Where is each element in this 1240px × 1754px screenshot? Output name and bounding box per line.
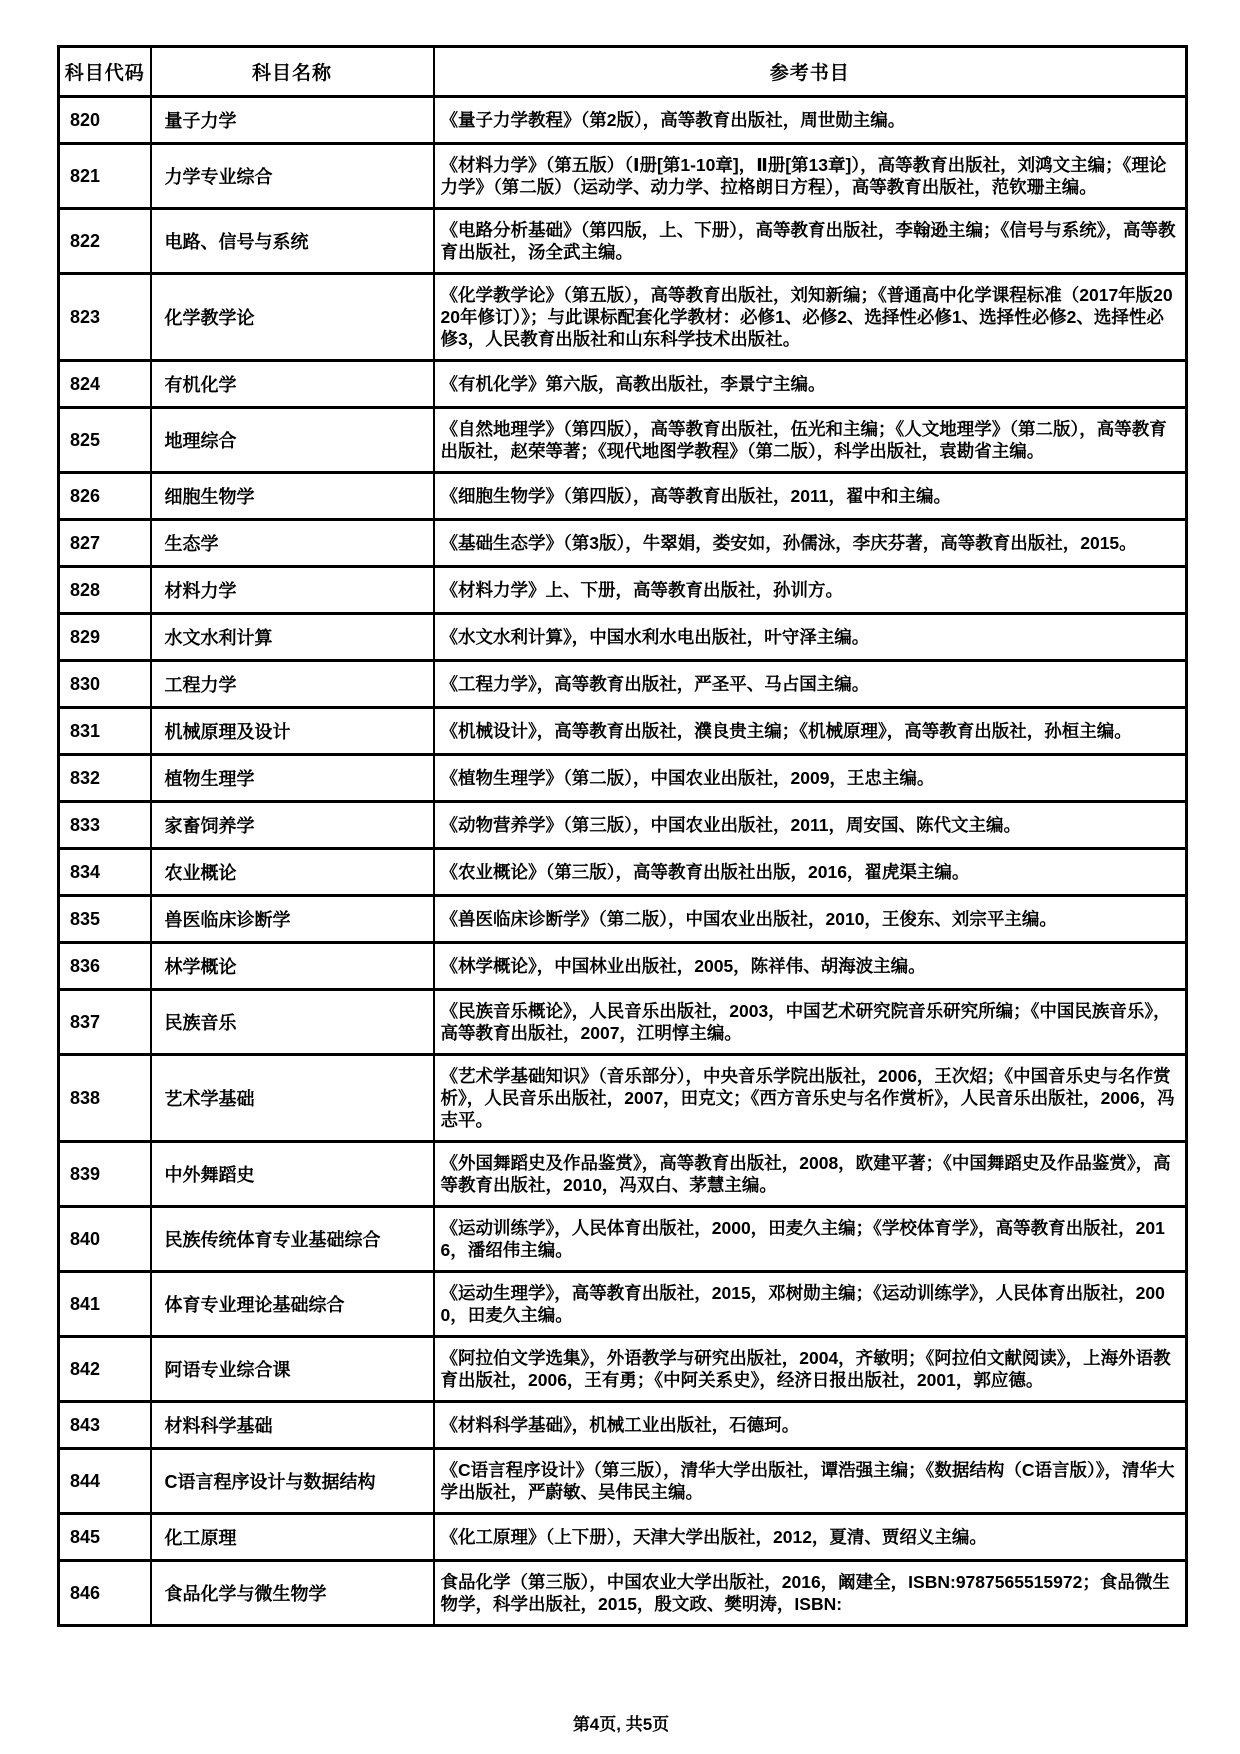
- subject-name-cell: 材料科学基础: [151, 1402, 434, 1449]
- subject-name-cell: 体育专业理论基础综合: [151, 1272, 434, 1337]
- subject-code-cell: 834: [59, 849, 151, 896]
- subject-name-cell: 兽医临床诊断学: [151, 896, 434, 943]
- subject-code-cell: 820: [59, 97, 151, 144]
- subject-code-cell: 830: [59, 661, 151, 708]
- reference-books-cell: 《林学概论》，中国林业出版社，2005，陈祥伟、胡海波主编。: [434, 943, 1187, 990]
- reference-books-cell: 《植物生理学》（第二版），中国农业出版社，2009，王忠主编。: [434, 755, 1187, 802]
- reference-books-cell: 《细胞生物学》（第四版），高等教育出版社，2011，翟中和主编。: [434, 473, 1187, 520]
- table-row: [59, 1207, 1187, 1272]
- subject-name-cell: 工程力学: [151, 661, 434, 708]
- subject-code-cell: 828: [59, 567, 151, 614]
- table-row: [59, 1514, 1187, 1561]
- table-row: [59, 661, 1187, 708]
- subject-code-cell: 821: [59, 144, 151, 209]
- subject-name-cell: 力学专业综合: [151, 144, 434, 209]
- reference-books-cell: 《民族音乐概论》，人民音乐出版社，2003，中国艺术研究院音乐研究所编；《中国民族音乐》，高等教育出版社，2007，江明惇主编。: [434, 990, 1187, 1055]
- table-row: [59, 802, 1187, 849]
- subject-name-cell: C语言程序设计与数据结构: [151, 1449, 434, 1514]
- subject-code-cell: 843: [59, 1402, 151, 1449]
- subject-name-cell: 家畜饲养学: [151, 802, 434, 849]
- subject-name-cell: 农业概论: [151, 849, 434, 896]
- reference-books-cell: 《阿拉伯文学选集》，外语教学与研究出版社，2004，齐敏明；《阿拉伯文献阅读》，上海外语教育出版社，2006，王有勇；《中阿关系史》，经济日报出版社，2001，郭应德。: [434, 1337, 1187, 1402]
- subject-code-cell: 838: [59, 1055, 151, 1142]
- table-row: [59, 209, 1187, 274]
- table-row: [59, 567, 1187, 614]
- subject-code-cell: 840: [59, 1207, 151, 1272]
- subject-code-cell: 845: [59, 1514, 151, 1561]
- subject-name-cell: 化学教学论: [151, 274, 434, 361]
- subject-code-cell: 824: [59, 361, 151, 408]
- reference-books-cell: 《水文水利计算》，中国水利水电出版社，叶守泽主编。: [434, 614, 1187, 661]
- reference-books-cell: 《有机化学》第六版，高教出版社，李景宁主编。: [434, 361, 1187, 408]
- table-header-row: [59, 47, 1187, 97]
- table-row: [59, 520, 1187, 567]
- table-row: [59, 708, 1187, 755]
- table-row: [59, 1337, 1187, 1402]
- subject-code-cell: 835: [59, 896, 151, 943]
- reference-books-cell: 《材料力学》上、下册，高等教育出版社，孙训方。: [434, 567, 1187, 614]
- subject-name-cell: 生态学: [151, 520, 434, 567]
- table-row: [59, 943, 1187, 990]
- column-header-subject-code: 科目代码: [59, 47, 151, 97]
- table-row: [59, 1402, 1187, 1449]
- subject-name-cell: 水文水利计算: [151, 614, 434, 661]
- subject-name-cell: 民族音乐: [151, 990, 434, 1055]
- subject-code-cell: 836: [59, 943, 151, 990]
- subject-code-cell: 822: [59, 209, 151, 274]
- subject-name-cell: 林学概论: [151, 943, 434, 990]
- reference-books-cell: 《化工原理》（上下册），天津大学出版社，2012，夏清、贾绍义主编。: [434, 1514, 1187, 1561]
- subject-name-cell: 有机化学: [151, 361, 434, 408]
- reference-books-cell: 《机械设计》，高等教育出版社，濮良贵主编；《机械原理》，高等教育出版社，孙桓主编。: [434, 708, 1187, 755]
- table-row: [59, 97, 1187, 144]
- subject-code-cell: 826: [59, 473, 151, 520]
- subject-code-cell: 842: [59, 1337, 151, 1402]
- subject-code-cell: 839: [59, 1142, 151, 1207]
- reference-books-cell: 《兽医临床诊断学》（第二版），中国农业出版社，2010，王俊东、刘宗平主编。: [434, 896, 1187, 943]
- subject-name-cell: 电路、信号与系统: [151, 209, 434, 274]
- reference-books-cell: 《C语言程序设计》（第三版），清华大学出版社，谭浩强主编；《数据结构（C语言版）》，清华大学出版社，严蔚敏、吴伟民主编。: [434, 1449, 1187, 1514]
- table-row: [59, 144, 1187, 209]
- reference-books-cell: 《材料力学》（第五版）（Ⅰ册[第1-10章]，Ⅱ册[第13章]），高等教育出版社，刘鸿文主编；《理论力学》（第二版）（运动学、动力学、拉格朗日方程），高等教育出版社，范钦珊主编。: [434, 144, 1187, 209]
- reference-books-cell: 《化学教学论》（第五版），高等教育出版社，刘知新编；《普通高中化学课程标准（2017年版2020年修订）》；与此课标配套化学教材：必修1、必修2、选择性必修1、选择性必修2、选择性必修3，人民教育出版社和山东科学技术出版社。: [434, 274, 1187, 361]
- table-row: [59, 755, 1187, 802]
- reference-books-cell: 《外国舞蹈史及作品鉴赏》，高等教育出版社，2008，欧建平著；《中国舞蹈史及作品鉴赏》，高等教育出版社，2010，冯双白、茅慧主编。: [434, 1142, 1187, 1207]
- subject-code-cell: 833: [59, 802, 151, 849]
- reference-books-cell: 《材料科学基础》，机械工业出版社，石德珂。: [434, 1402, 1187, 1449]
- reference-books-cell: 《工程力学》，高等教育出版社，严圣平、马占国主编。: [434, 661, 1187, 708]
- subject-code-cell: 823: [59, 274, 151, 361]
- page-footer: 第4页, 共5页: [572, 1715, 670, 1734]
- subject-code-cell: 837: [59, 990, 151, 1055]
- table-row: [59, 1272, 1187, 1337]
- subject-code-cell: 841: [59, 1272, 151, 1337]
- subject-code-cell: 825: [59, 408, 151, 473]
- subject-name-cell: 化工原理: [151, 1514, 434, 1561]
- subject-name-cell: 食品化学与微生物学: [151, 1561, 434, 1626]
- reference-books-cell: 《农业概论》（第三版），高等教育出版社出版，2016，翟虎渠主编。: [434, 849, 1187, 896]
- subject-name-cell: 机械原理及设计: [151, 708, 434, 755]
- table-row: [59, 361, 1187, 408]
- reference-books-table: [57, 45, 1188, 1627]
- subject-name-cell: 地理综合: [151, 408, 434, 473]
- table-row: [59, 1142, 1187, 1207]
- subject-name-cell: 材料力学: [151, 567, 434, 614]
- table-row: [59, 1449, 1187, 1514]
- subject-name-cell: 艺术学基础: [151, 1055, 434, 1142]
- reference-books-cell: 《量子力学教程》（第2版），高等教育出版社，周世勋主编。: [434, 97, 1187, 144]
- reference-books-cell: 《艺术学基础知识》（音乐部分），中央音乐学院出版社，2006，王次炤；《中国音乐史与名作赏析》，人民音乐出版社，2007，田克文；《西方音乐史与名作赏析》，人民音乐出版社，2006，冯志平。: [434, 1055, 1187, 1142]
- reference-books-cell: 《动物营养学》（第三版），中国农业出版社，2011，周安国、陈代文主编。: [434, 802, 1187, 849]
- table-row: [59, 896, 1187, 943]
- table-row: [59, 274, 1187, 361]
- subject-code-cell: 832: [59, 755, 151, 802]
- reference-books-cell: 《基础生态学》（第3版），牛翠娟，娄安如，孙儒泳，李庆芬著，高等教育出版社，2015。: [434, 520, 1187, 567]
- table-row: [59, 408, 1187, 473]
- subject-name-cell: 中外舞蹈史: [151, 1142, 434, 1207]
- subject-name-cell: 阿语专业综合课: [151, 1337, 434, 1402]
- table-row: [59, 1561, 1187, 1626]
- subject-name-cell: 民族传统体育专业基础综合: [151, 1207, 434, 1272]
- column-header-subject-name: 科目名称: [151, 47, 434, 97]
- subject-name-cell: 植物生理学: [151, 755, 434, 802]
- table-row: [59, 849, 1187, 896]
- reference-books-cell: 《电路分析基础》（第四版，上、下册），高等教育出版社，李翰逊主编；《信号与系统》，高等教育出版社，汤全武主编。: [434, 209, 1187, 274]
- subject-code-cell: 846: [59, 1561, 151, 1626]
- subject-code-cell: 829: [59, 614, 151, 661]
- reference-books-cell: 《自然地理学》（第四版），高等教育出版社，伍光和主编；《人文地理学》（第二版），高等教育出版社，赵荣等著；《现代地图学教程》（第二版），科学出版社，袁勘省主编。: [434, 408, 1187, 473]
- column-header-reference-books: 参考书目: [434, 47, 1187, 97]
- table-row: [59, 473, 1187, 520]
- subject-code-cell: 831: [59, 708, 151, 755]
- table-row: [59, 614, 1187, 661]
- table-row: [59, 1055, 1187, 1142]
- table-row: [59, 990, 1187, 1055]
- subject-name-cell: 量子力学: [151, 97, 434, 144]
- subject-code-cell: 844: [59, 1449, 151, 1514]
- subject-code-cell: 827: [59, 520, 151, 567]
- reference-books-cell: 食品化学（第三版），中国农业大学出版社，2016，阚建全，ISBN:9787565515972；食品微生物学，科学出版社，2015，殷文政、樊明涛，ISBN:: [434, 1561, 1187, 1626]
- reference-books-cell: 《运动生理学》，高等教育出版社，2015，邓树勋主编；《运动训练学》，人民体育出版社，2000，田麦久主编。: [434, 1272, 1187, 1337]
- subject-name-cell: 细胞生物学: [151, 473, 434, 520]
- reference-books-cell: 《运动训练学》，人民体育出版社，2000，田麦久主编；《学校体育学》，高等教育出版社，2016，潘绍伟主编。: [434, 1207, 1187, 1272]
